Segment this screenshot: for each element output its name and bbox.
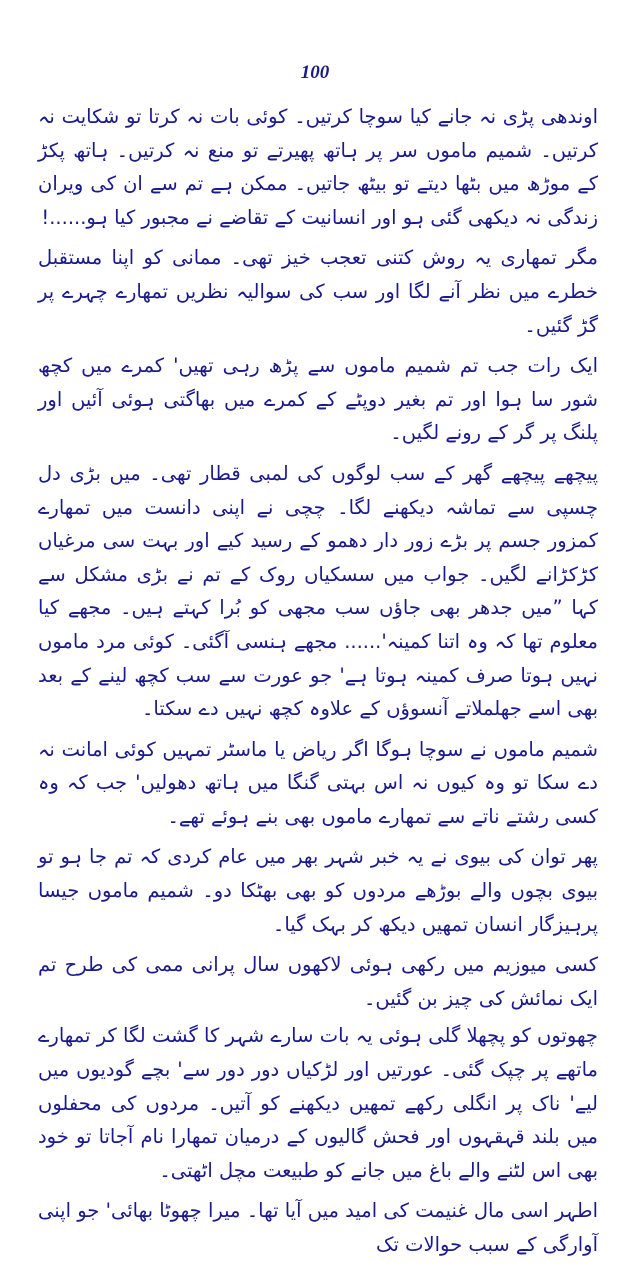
paragraph-1: اوندھی پڑی نہ جانے کیا سوچا کرتیں۔ کوئی بات نہ کرتا تو شکایت نہ کرتیں۔ شمیم ماموں سر پر ہاتھ پھیرتے تو منع نہ کرتیں۔ ہاتھ پکڑ کے موڑھ میں بٹھا دیتے تو بیٹھ جاتیں۔ ممکن ہے تم سے ان کی ویران زندگی نہ دیکھی گئی ہو اور انسانیت کے تقاضے نے مجبور کیا ہو......! [38, 105, 598, 229]
paragraph-7: کسی میوزیم میں رکھی ہوئی لاکھوں سال پرانی ممی کی طرح تم ایک نمائش کی چیز بن گئیں۔ [38, 953, 598, 1010]
paragraph-8: چھوتوں کو پچھلا گلی ہوئی یہ بات سارے شہر کا گشت لگا کر تمھارے ماتھے پر چپک گئی۔ عورتیں اور لڑکیاں دور دور سے' بچے گودیوں میں لیے' ناک پر انگلی رکھے تمھیں دیکھنے کو آتیں۔ مردوں کی محفلوں میں بلند قہقہوں اور فحش گالیوں کے درمیان تمھارا نام آجاتا تو خود بھی اس لٹنے والے باغ میں جانے کو طبیعت مچل اٹھتی۔ [38, 1024, 598, 1182]
paragraph-6: پھر توان کی بیوی نے یہ خبر شہر بھر میں عام کردی کہ تم جا ہو تو بیوی بچوں والے بوڑھے مردوں کو بھی بھٹکا دو۔ شمیم ماموں جیسا پرہیزگار انسان تمھیں دیکھ کر بہک گیا۔ [38, 845, 598, 936]
paragraph-9: اطہر اسی مال غنیمت کی امید میں آیا تھا۔ میرا چھوٹا بھائی' جو اپنی آوارگی کے سبب حوالات تک [38, 1199, 598, 1256]
paragraph-2: مگر تمھاری یہ روش کتنی تعجب خیز تھی۔ ممانی کو اپنا مستقبل خطرے میں نظر آنے لگا اور سب کی سوالیہ نظریں تمھارے چہرے پر گڑ گئیں۔ [38, 246, 598, 337]
paragraph-4: پیچھے پیچھے گھر کے سب لوگوں کی لمبی قطار تھی۔ میں بڑی دل چسپی سے تماشہ دیکھنے لگا۔ چچی نے اپنی دانست میں تمھارے کمزور جسم پر بڑے زور دار دھمو کے رسید کیے اور بہت سی مرغیاں کڑکڑانے لگیں۔ جواب میں سسکیاں روک کے تم نے بڑی مشکل سے کہا ”میں جدھر بھی جاؤں سب مجھی کو بُرا کہتے ہیں۔ مجھے کیا معلوم تھا کہ وہ اتنا کمینہ'...... مجھے ہنسی آگئی۔ کوئی مرد ماموں نہیں ہوتا صرف کمینہ ہوتا ہے' جو عورت سے سب کچھ لینے کے بعد بھی اسے جھلملاتے آنسوؤں کے علاوہ کچھ نہیں دے سکتا۔ [38, 461, 598, 721]
page-body [38, 100, 598, 1269]
paragraph-5: شمیم ماموں نے سوچا ہوگا اگر ریاض یا ماسٹر تمہیں کوئی امانت نہ دے سکا تو وہ کیوں نہ اس بہتی گنگا میں ہاتھ دھولیں' جب کہ وہ کسی رشتے ناتے سے تمھارے ماموں بھی بنے ہوئے تھے۔ [38, 737, 598, 828]
page-number: 100 [300, 62, 330, 83]
paragraph-3: ایک رات جب تم شمیم ماموں سے پڑھ رہی تھیں' کمرے میں کچھ شور سا ہوا اور تم بغیر دوپٹے کے کمرے میں بھاگتی ہوئی آئیں اور پلنگ پر گر کے رونے لگیں۔ [38, 354, 598, 445]
